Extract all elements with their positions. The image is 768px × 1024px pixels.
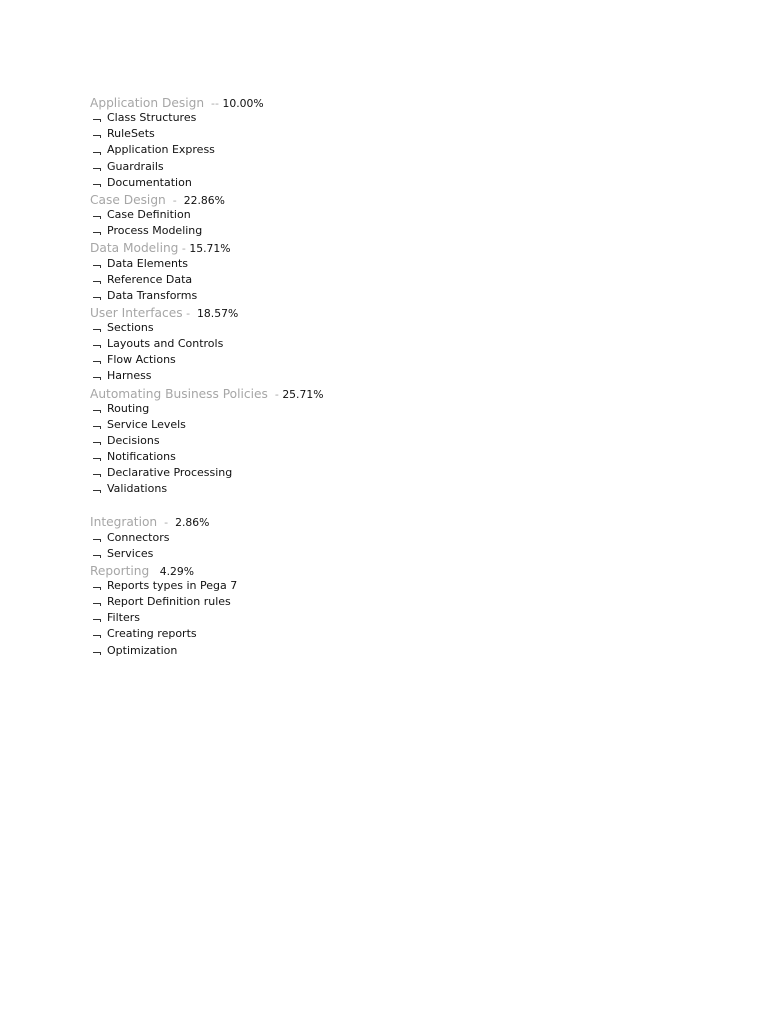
list-item [90,159,323,175]
section-title: Data Modeling [90,241,179,256]
list-item-label: Creating reports [107,627,197,641]
section-percentage: 18.57% [197,306,239,320]
bullet-icon [90,465,107,481]
section-percentage: 22.86% [183,193,225,207]
list-item [90,594,323,610]
list-item-label: Flow Actions [107,353,176,367]
list-item-label: Service Levels [107,417,186,431]
list-item [90,320,323,336]
list-item-label: Harness [107,369,152,383]
section-heading [90,191,323,207]
section-separator: - [157,516,176,530]
section-heading [90,239,323,255]
list-item-label: Report Definition rules [107,595,231,609]
bullet-icon [90,336,107,352]
section-heading [90,562,323,578]
list-item-label: Notifications [107,450,176,464]
outline-section [90,304,323,385]
bullet-icon [90,175,107,191]
outline-section [90,385,323,498]
list-item [90,368,323,384]
list-item-label: Application Express [107,143,215,157]
list-item-label: Data Transforms [107,288,198,302]
section-separator: - [165,193,184,207]
list-item-label: Guardrails [107,159,164,173]
section-percentage: 15.71% [189,242,231,256]
bullet-icon [90,352,107,368]
document-outline [90,94,323,659]
list-item-label: Data Elements [107,256,189,270]
bullet-icon [90,207,107,223]
section-percentage: 2.86% [175,516,210,530]
bullet-icon [90,643,107,659]
list-item [90,175,323,191]
bullet-icon [90,578,107,594]
section-percentage: 4.29% [159,564,195,578]
section-heading [90,513,323,529]
list-item-label: Routing [107,401,150,415]
list-item [90,417,323,433]
bullet-icon [90,110,107,126]
list-item [90,142,323,158]
outline-section [90,513,323,561]
list-item-label: Validations [107,482,168,496]
list-item-label: Decisions [107,433,160,447]
list-item-label: Reference Data [107,272,193,286]
list-item-label: Class Structures [107,111,197,125]
bullet-icon [90,320,107,336]
list-item [90,110,323,126]
list-item-label: Filters [107,611,140,625]
section-heading [90,304,323,320]
bullet-icon [90,417,107,433]
list-item-label: RuleSets [107,127,155,141]
section-title: Application Design [90,96,205,110]
bullet-icon [90,449,107,465]
list-item [90,336,323,352]
section-separator: - [267,387,283,401]
list-item [90,401,323,417]
list-item [90,433,323,449]
bullet-icon [90,223,107,239]
bullet-icon [90,433,107,449]
list-item-label: Layouts and Controls [107,337,224,351]
bullet-icon [90,626,107,642]
list-item [90,643,323,659]
section-title: Case Design [90,192,166,207]
list-item [90,578,323,594]
section-separator: -- [204,97,223,110]
list-item [90,449,323,465]
bullet-icon [90,288,107,304]
bullet-icon [90,594,107,610]
outline-section [90,191,323,239]
list-item-label: Declarative Processing [107,466,233,480]
list-item [90,207,323,223]
list-item [90,546,323,562]
section-title: Integration [90,515,158,530]
section-title: User Interfaces [90,305,183,320]
list-item-label: Services [107,546,154,560]
list-item-label: Connectors [107,530,170,544]
list-item-label: Sections [107,321,154,335]
outline-section [90,94,323,191]
section-separator [149,565,160,578]
list-item [90,272,323,288]
list-item [90,126,323,142]
outline-section [90,562,323,659]
bullet-icon [90,610,107,626]
list-item [90,610,323,626]
list-item [90,481,323,497]
list-item [90,530,323,546]
list-item [90,352,323,368]
list-item-label: Documentation [107,175,192,189]
list-item-label: Case Definition [107,208,191,222]
bullet-icon [90,530,107,546]
section-separator: - [178,242,190,256]
list-item-label: Process Modeling [107,224,203,238]
bullet-icon [90,272,107,288]
outline-section [90,239,323,304]
section-heading [90,94,323,110]
list-item [90,223,323,239]
bullet-icon [90,368,107,384]
bullet-icon [90,481,107,497]
list-item [90,626,323,642]
bullet-icon [90,159,107,175]
list-item-label: Reports types in Pega 7 [107,579,238,593]
section-title: Reporting [90,563,150,578]
list-item-label: Optimization [107,643,178,657]
bullet-icon [90,401,107,417]
bullet-icon [90,143,107,159]
bullet-icon [90,256,107,272]
section-title: Automating Business Policies [90,386,268,401]
section-separator: - [182,306,198,320]
section-percentage: 10.00% [222,97,264,110]
bullet-icon [90,126,107,142]
list-item [90,256,323,272]
section-percentage: 25.71% [282,387,324,401]
bullet-icon [90,546,107,562]
section-heading [90,385,323,401]
list-item [90,465,323,481]
list-item [90,288,323,304]
